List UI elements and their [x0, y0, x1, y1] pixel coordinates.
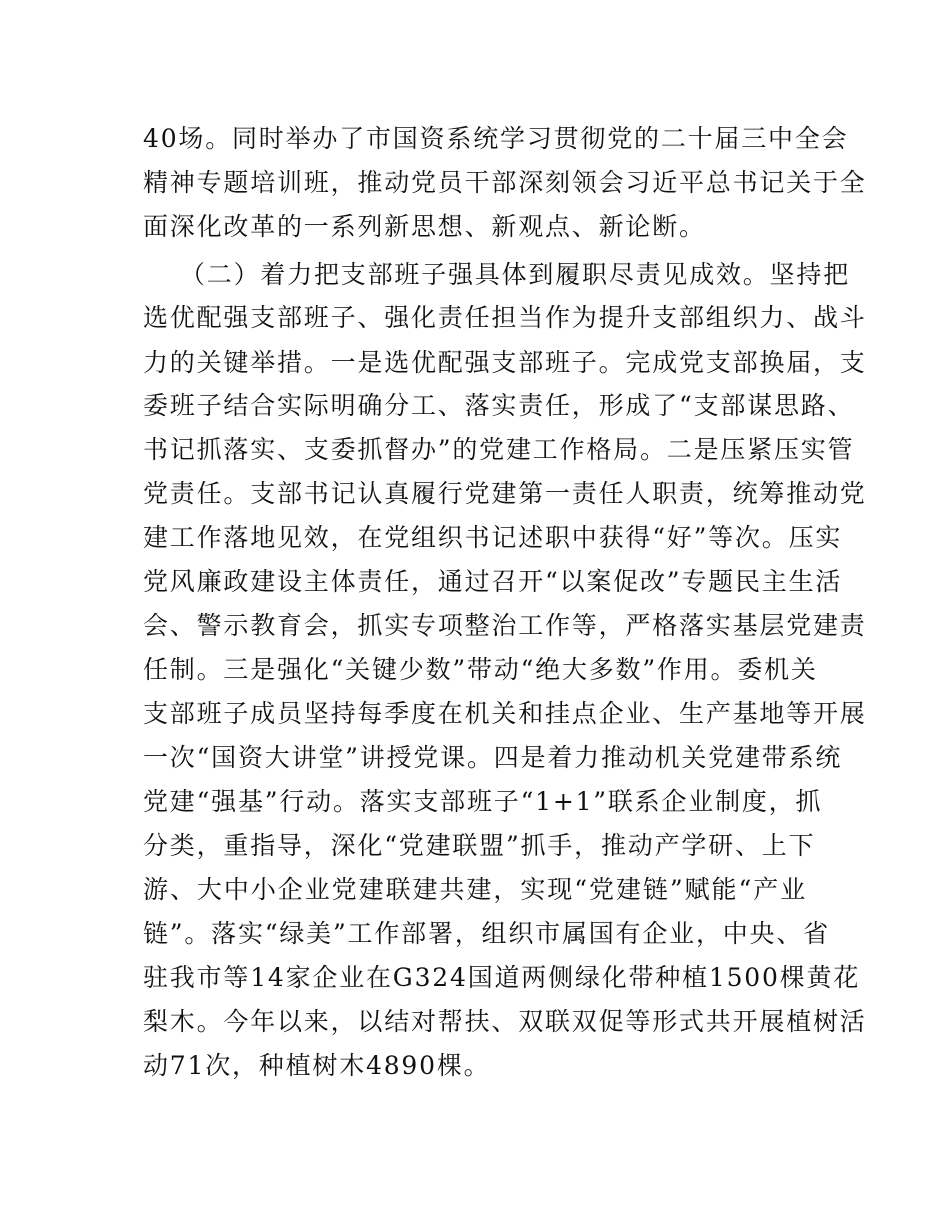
text-line: 一次“国资大讲堂”讲授党课。四是着力推动机关党建带系统 [143, 743, 843, 772]
text-line: 游、大中小企业党建联建共建，实现“党建链”赋能“产业 [143, 875, 807, 904]
text-line: 党风廉政建设主体责任，通过召开“以案促改”专题民主生活 [143, 567, 843, 596]
text-line: 党建“强基”行动。落实支部班子“1+1”联系企业制度，抓 [143, 787, 823, 816]
text-line: 力的关键举措。一是选优配强支部班子。完成党支部换届，支 [143, 348, 867, 377]
text-line: 驻我市等14家企业在G324国道两侧绿化带种植1500棵黄花 [143, 963, 861, 992]
text-line: 委班子结合实际明确分工、落实责任，形成了“支部谋思路、 [143, 391, 855, 420]
text-line: 动71次，种植树木4890棵。 [143, 1051, 491, 1080]
text-line: 40场。同时举办了市国资系统学习贯彻党的二十届三中全会 [143, 124, 849, 153]
text-line: 链”。落实“绿美”工作部署，组织市属国有企业，中央、省 [143, 919, 830, 948]
text-line: 任制。三是强化“关键少数”带动“绝大多数”作用。委机关 [143, 655, 818, 684]
text-line: 分类，重指导，深化“党建联盟”抓手，推动产学研、上下 [143, 831, 816, 860]
text-line: 梨木。今年以来，以结对帮扶、双联双促等形式共开展植树活 [143, 1007, 867, 1036]
text-line: 书记抓落实、支委抓督办”的党建工作格局。二是压紧压实管 [143, 435, 855, 464]
text-line: 支部班子成员坚持每季度在机关和挂点企业、生产基地等开展 [143, 699, 867, 728]
text-line: 会、警示教育会，抓实专项整治工作等，严格落实基层党建责 [143, 611, 867, 640]
text-line: 面深化改革的一系列新思想、新观点、新论断。 [143, 212, 706, 241]
text-line: （二）着力把支部班子强具体到履职尽责见成效。坚持把 [180, 260, 851, 289]
text-line: 选优配强支部班子、强化责任担当作为提升支部组织力、战斗 [143, 303, 867, 332]
text-line: 建工作落地见效，在党组织书记述职中获得“好”等次。压实 [143, 523, 843, 552]
text-line: 党责任。支部书记认真履行党建第一责任人职责，统筹推动党 [143, 479, 867, 508]
text-line: 精神专题培训班，推动党员干部深刻领会习近平总书记关于全 [143, 168, 867, 197]
